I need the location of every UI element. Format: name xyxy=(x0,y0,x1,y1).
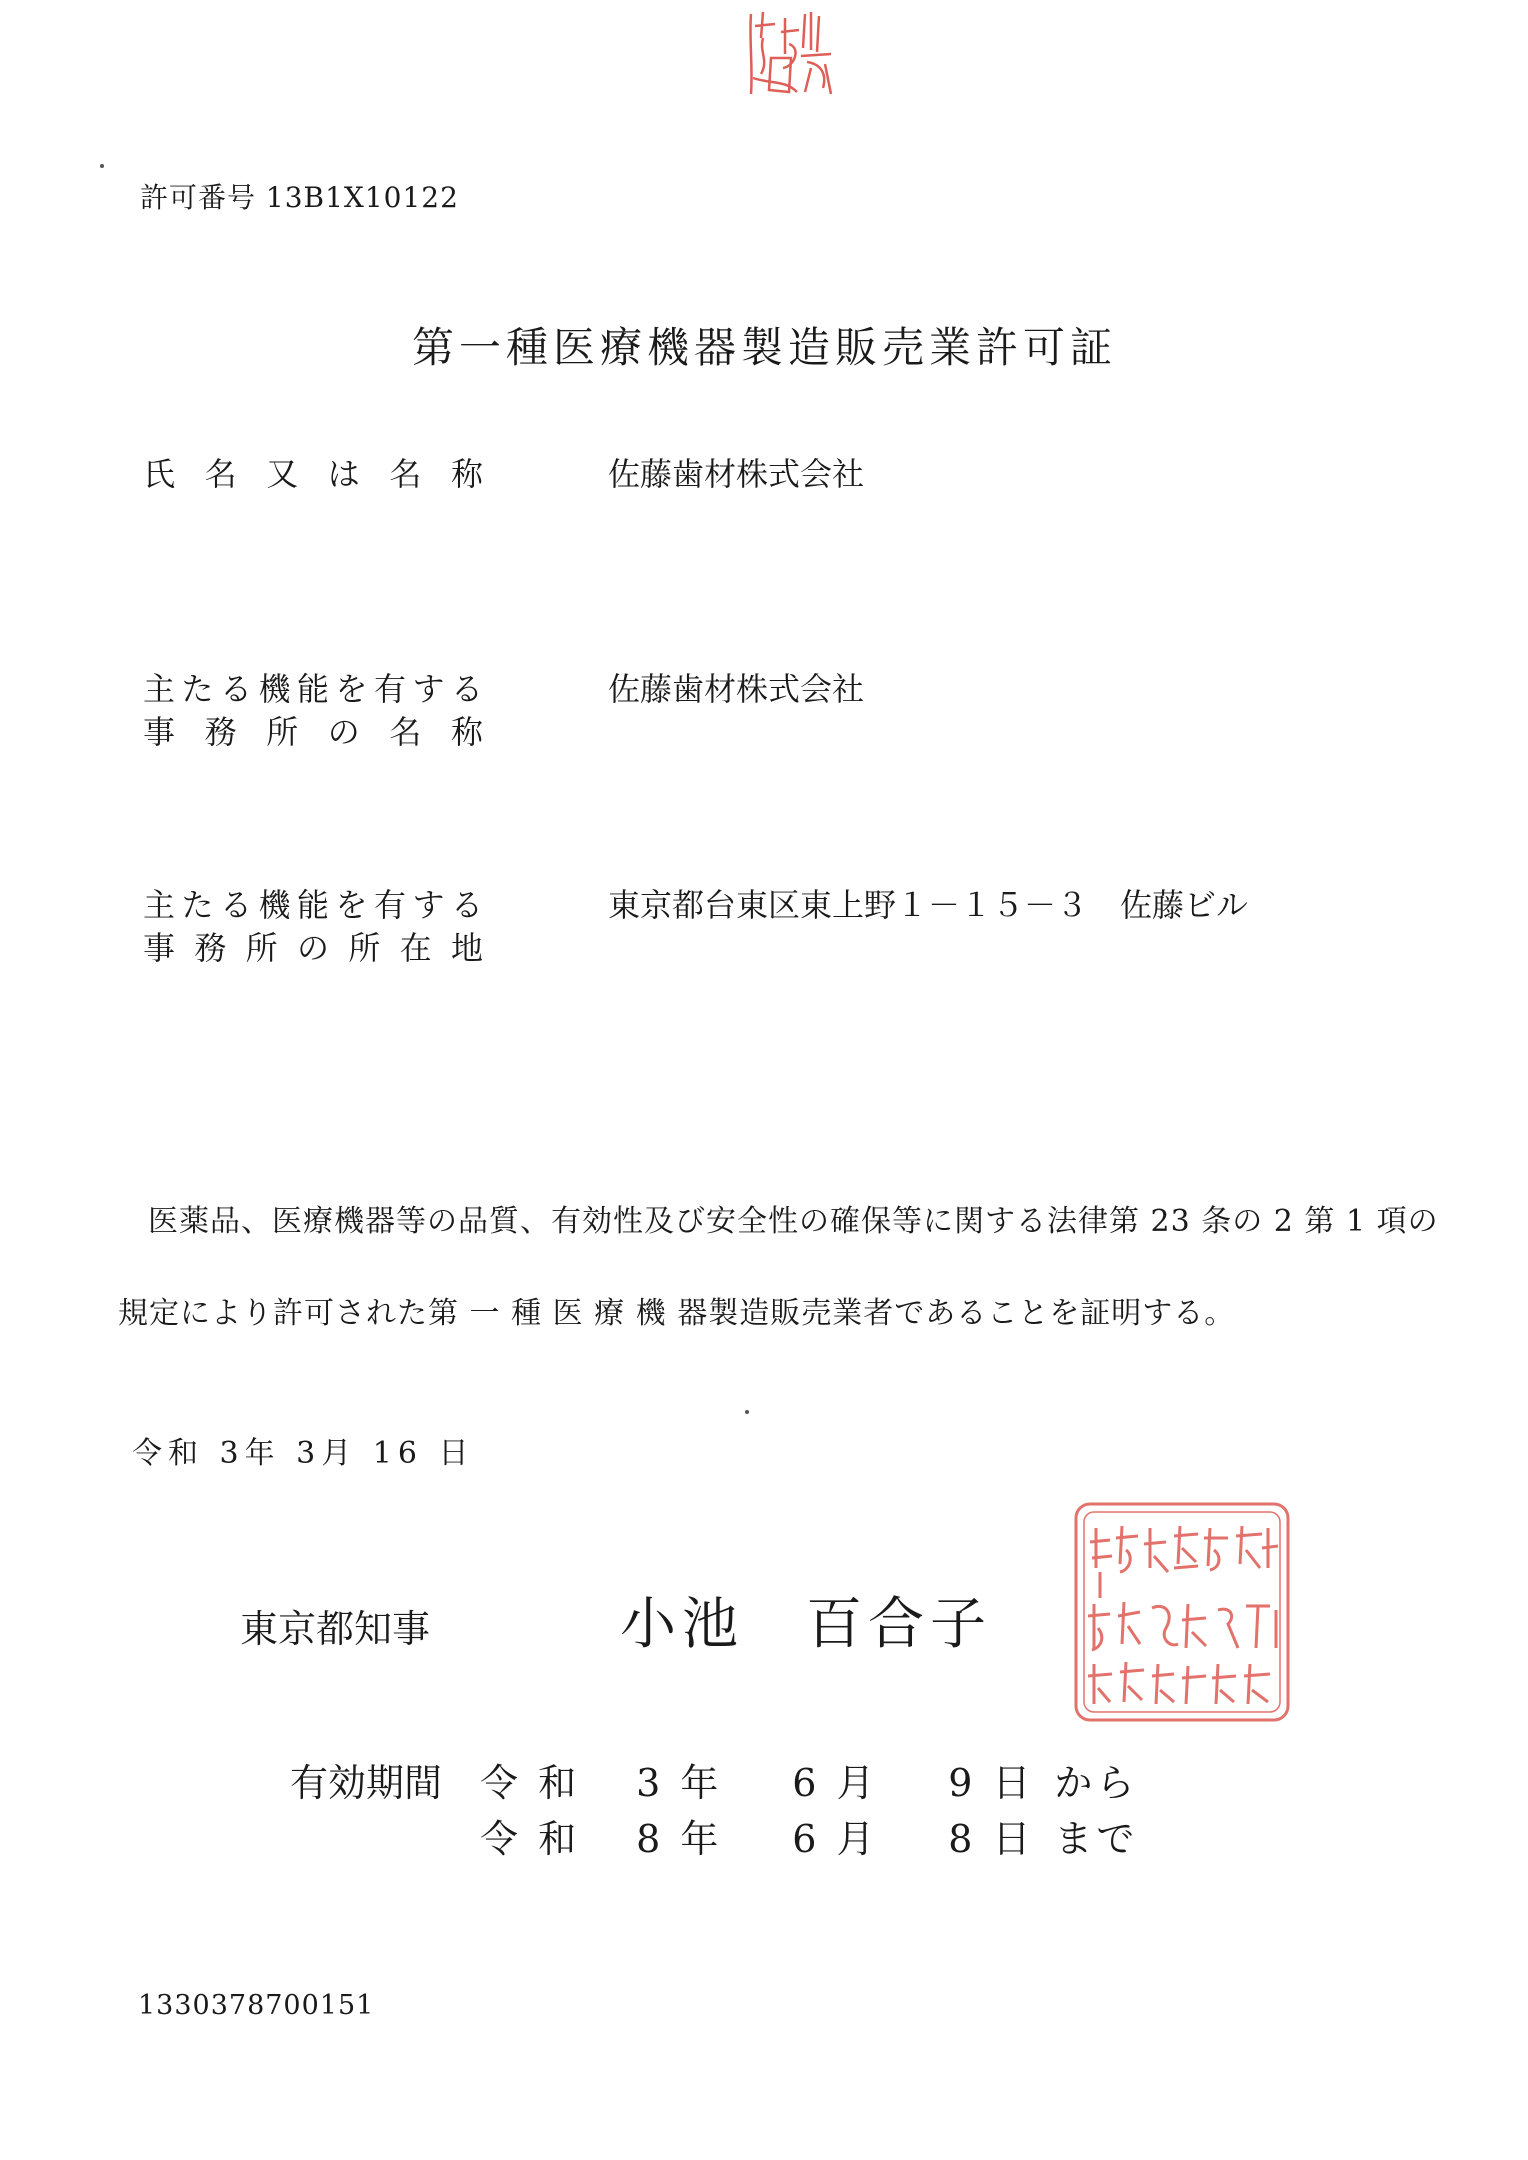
validity-from-suffix: から xyxy=(1054,1761,1139,1805)
issue-date: 令和 3年 3月 16 日 xyxy=(132,1436,475,1471)
validity-to-era: 令 和 xyxy=(480,1817,581,1861)
permit-number: 許可番号 13B1X10122 xyxy=(140,181,459,214)
validity-from-day: 9 日 xyxy=(948,1761,1035,1805)
office-address-value: 東京都台東区東上野１－１５－３ 佐藤ビル xyxy=(608,886,1249,924)
office-name-label-line-2: 事 務 所 の 名 称 xyxy=(143,713,483,751)
validity-from xyxy=(480,1752,1138,1807)
validity-from-era: 令 和 xyxy=(480,1761,581,1805)
scan-speck xyxy=(100,164,104,168)
document-title: 第一種医療機器製造販売業許可証 xyxy=(412,323,1118,372)
validity-from-month: 6 月 xyxy=(792,1761,879,1805)
name-value: 佐藤歯材株式会社 xyxy=(608,455,865,493)
issuer-name: 小池 百合子 xyxy=(620,1592,992,1657)
scan-speck xyxy=(745,1410,749,1414)
office-address-label-line-2: 事 務 所 の 所 在 地 xyxy=(143,929,483,967)
office-name-label-line-1: 主たる機能を有する xyxy=(143,670,483,708)
certification-line-2: 規定により許可された第 一 種 医 療 機 器製造販売業者であることを証明する。 xyxy=(118,1296,1236,1331)
issuer-title: 東京都知事 xyxy=(240,1607,431,1651)
validity-to xyxy=(480,1808,1138,1863)
validity-to-day: 8 日 xyxy=(948,1817,1035,1861)
office-address-label xyxy=(143,884,483,970)
office-address-label-line-1: 主たる機能を有する xyxy=(143,886,483,924)
serial-number: 1330378700151 xyxy=(138,1990,375,2021)
city-seal-stamp xyxy=(741,8,837,100)
validity-to-month: 6 月 xyxy=(792,1817,879,1861)
name-label-line: 氏 名 又 は 名 称 xyxy=(143,455,483,493)
certification-line-1: 医薬品、医療機器等の品質、有効性及び安全性の確保等に関する法律第 23 条の 2 第 1 項の xyxy=(148,1204,1439,1239)
office-name-value: 佐藤歯材株式会社 xyxy=(608,670,865,708)
official-seal-stamp xyxy=(1070,1498,1294,1726)
validity-from-year: 3 年 xyxy=(636,1761,723,1805)
office-name-label xyxy=(143,668,483,754)
validity-label: 有効期間 xyxy=(290,1761,443,1805)
name-label xyxy=(143,453,483,496)
validity-to-year: 8 年 xyxy=(636,1817,723,1861)
validity-to-suffix: まで xyxy=(1054,1817,1139,1861)
